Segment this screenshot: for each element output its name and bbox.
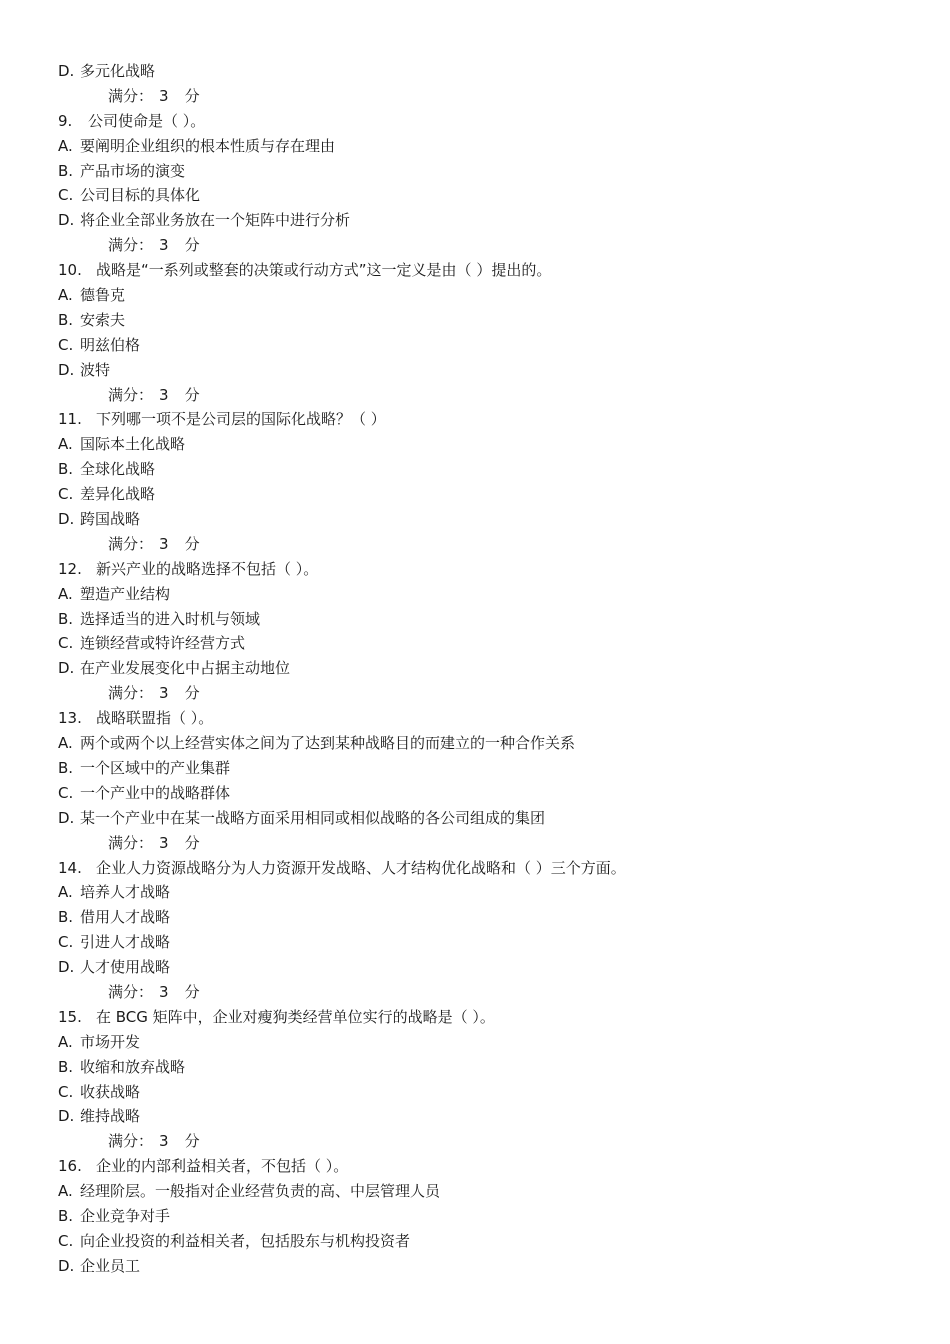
score-points: 3 <box>159 1132 169 1151</box>
option-item <box>0 607 950 632</box>
option-item <box>0 1204 950 1229</box>
question-number: 9. <box>58 111 73 130</box>
score-unit: 分 <box>184 833 200 852</box>
option-text: 塑造产业结构 <box>80 584 171 603</box>
option-letter: B. <box>58 310 74 329</box>
question-text: 在 BCG 矩阵中，企业对瘦狗类经营单位实行的战略是（ ）。 <box>96 1007 495 1026</box>
score-line <box>0 831 950 856</box>
score-label: 满分： <box>108 833 154 852</box>
score-unit: 分 <box>184 534 200 553</box>
question-text: 战略联盟指（ ）。 <box>96 709 214 728</box>
option-letter: C. <box>58 933 74 952</box>
question-stem <box>0 856 950 881</box>
option-text: 跨国战略 <box>80 510 141 529</box>
option-text: 企业竞争对手 <box>80 1206 171 1225</box>
option-item <box>0 283 950 308</box>
score-line <box>0 233 950 258</box>
option-letter: D. <box>58 62 75 80</box>
score-line <box>0 84 950 109</box>
option-item <box>0 1055 950 1080</box>
option-text: 产品市场的演变 <box>80 161 186 180</box>
question-number: 16. <box>58 1157 82 1176</box>
score-line <box>0 681 950 706</box>
option-item <box>0 1080 950 1105</box>
option-letter: B. <box>58 161 74 180</box>
option-item <box>0 1030 950 1055</box>
question-stem <box>0 407 950 432</box>
option-letter: C. <box>58 335 74 354</box>
question-number: 13. <box>58 709 82 728</box>
option-text: 借用人才战略 <box>80 908 171 927</box>
option-text: 经理阶层。一般指对企业经营负责的高、中层管理人员 <box>80 1182 441 1201</box>
score-points: 3 <box>159 982 169 1001</box>
question-stem <box>0 706 950 731</box>
option-item <box>0 507 950 532</box>
option-letter: D. <box>58 659 75 678</box>
option-text: 波特 <box>80 360 111 379</box>
option-item <box>0 482 950 507</box>
score-points: 3 <box>159 86 169 105</box>
option-item <box>0 1229 950 1254</box>
option-text: 全球化战略 <box>80 460 156 479</box>
option-text: 公司目标的具体化 <box>80 186 201 205</box>
option-text: 市场开发 <box>80 1032 141 1051</box>
option-item <box>0 457 950 482</box>
option-letter: B. <box>58 758 74 777</box>
option-item <box>0 183 950 208</box>
question-number: 12. <box>58 559 82 578</box>
question-stem <box>0 557 950 582</box>
option-text: 两个或两个以上经营实体之间为了达到某种战略目的而建立的一种合作关系 <box>80 734 576 753</box>
option-item <box>0 905 950 930</box>
option-item <box>0 631 950 656</box>
question-list <box>0 109 950 1279</box>
option-text: 安索夫 <box>80 310 126 329</box>
option-letter: A. <box>58 883 73 902</box>
option-item <box>0 930 950 955</box>
option-item <box>0 756 950 781</box>
option-item <box>0 955 950 980</box>
score-points: 3 <box>159 684 169 703</box>
option-item <box>0 358 950 383</box>
option-letter: B. <box>58 908 74 927</box>
option-text: 一个区域中的产业集群 <box>80 758 231 777</box>
score-points: 3 <box>159 534 169 553</box>
option-text: 引进人才战略 <box>80 933 171 952</box>
score-points: 3 <box>159 833 169 852</box>
score-label: 满分： <box>108 982 154 1001</box>
option-text: 一个产业中的战略群体 <box>80 783 231 802</box>
option-letter: C. <box>58 186 74 205</box>
option-text: 德鲁克 <box>80 286 126 305</box>
option-letter: A. <box>58 136 73 155</box>
option-item <box>0 333 950 358</box>
score-label: 满分： <box>108 1132 154 1151</box>
option-item <box>0 781 950 806</box>
option-letter: A. <box>58 584 73 603</box>
score-label: 满分： <box>108 86 154 105</box>
option-item <box>0 308 950 333</box>
score-label: 满分： <box>108 684 154 703</box>
option-text: 多元化战略 <box>80 62 156 80</box>
option-text: 维持战略 <box>80 1107 141 1126</box>
score-line <box>0 980 950 1005</box>
option-text: 连锁经营或特许经营方式 <box>80 634 246 653</box>
option-letter: D. <box>58 808 75 827</box>
score-label: 满分： <box>108 534 154 553</box>
option-letter: C. <box>58 1231 74 1250</box>
score-label: 满分： <box>108 236 154 255</box>
score-line <box>0 532 950 557</box>
option-letter: D. <box>58 360 75 379</box>
score-unit: 分 <box>184 1132 200 1151</box>
option-item <box>0 806 950 831</box>
option-letter: D. <box>58 510 75 529</box>
option-letter: A. <box>58 1182 73 1201</box>
option-text: 人才使用战略 <box>80 958 171 977</box>
question-text: 战略是“一系列或整套的决策或行动方式”这一定义是由（ ）提出的。 <box>96 261 552 280</box>
score-unit: 分 <box>184 86 200 105</box>
score-points: 3 <box>159 385 169 404</box>
question-stem <box>0 258 950 283</box>
score-points: 3 <box>159 236 169 255</box>
question-stem <box>0 109 950 134</box>
question-number: 15. <box>58 1007 82 1026</box>
option-letter: D. <box>58 1256 75 1275</box>
question-number: 10. <box>58 261 82 280</box>
option-item <box>0 1254 950 1279</box>
option-item <box>0 1104 950 1129</box>
option-text: 在产业发展变化中占据主动地位 <box>80 659 291 678</box>
option-letter: D. <box>58 211 75 230</box>
question-text: 新兴产业的战略选择不包括（ ）。 <box>96 559 319 578</box>
question-stem <box>0 1005 950 1030</box>
option-letter: A. <box>58 1032 73 1051</box>
score-unit: 分 <box>184 982 200 1001</box>
option-text: 差异化战略 <box>80 485 156 504</box>
option-item <box>0 880 950 905</box>
option-text: 将企业全部业务放在一个矩阵中进行分析 <box>80 211 351 230</box>
score-label: 满分： <box>108 385 154 404</box>
question-number: 14. <box>58 858 82 877</box>
option-text: 收获战略 <box>80 1082 141 1101</box>
option-text: 某一个产业中在某一战略方面采用相同或相似战略的各公司组成的集团 <box>80 808 546 827</box>
option-letter: C. <box>58 634 74 653</box>
score-line <box>0 383 950 408</box>
option-text: 企业员工 <box>80 1256 141 1275</box>
option-item <box>0 656 950 681</box>
option-letter: A. <box>58 734 73 753</box>
score-unit: 分 <box>184 385 200 404</box>
question-text: 下列哪一项不是公司层的国际化战略？（ ） <box>96 410 386 429</box>
option-letter: B. <box>58 609 74 628</box>
score-unit: 分 <box>184 684 200 703</box>
score-line <box>0 1129 950 1154</box>
option-item <box>0 432 950 457</box>
option-letter: C. <box>58 783 74 802</box>
option-text: 向企业投资的利益相关者，包括股东与机构投资者 <box>80 1231 411 1250</box>
option-letter: C. <box>58 1082 74 1101</box>
option-text: 选择适当的进入时机与领域 <box>80 609 261 628</box>
option-text: 收缩和放弃战略 <box>80 1057 186 1076</box>
option-text: 明兹伯格 <box>80 335 141 354</box>
option-letter: A. <box>58 435 73 454</box>
option-item <box>0 134 950 159</box>
option-item <box>0 159 950 184</box>
question-text: 企业人力资源战略分为人力资源开发战略、人才结构优化战略和（ ）三个方面。 <box>96 858 626 877</box>
option-letter: B. <box>58 1206 74 1225</box>
option-letter: B. <box>58 460 74 479</box>
question-number: 11. <box>58 410 82 429</box>
option-item <box>0 208 950 233</box>
question-text: 企业的内部利益相关者，不包括（ ）。 <box>96 1157 349 1176</box>
option-item <box>0 731 950 756</box>
option-text: 培养人才战略 <box>80 883 171 902</box>
lead-option <box>0 59 950 84</box>
option-letter: D. <box>58 958 75 977</box>
option-text: 国际本土化战略 <box>80 435 186 454</box>
option-text: 要阐明企业组织的根本性质与存在理由 <box>80 136 336 155</box>
option-letter: A. <box>58 286 73 305</box>
option-item <box>0 1179 950 1204</box>
question-text: 公司使命是（ ）。 <box>88 111 206 130</box>
option-item <box>0 582 950 607</box>
score-unit: 分 <box>184 236 200 255</box>
option-letter: C. <box>58 485 74 504</box>
option-letter: B. <box>58 1057 74 1076</box>
option-letter: D. <box>58 1107 75 1126</box>
question-stem <box>0 1154 950 1179</box>
